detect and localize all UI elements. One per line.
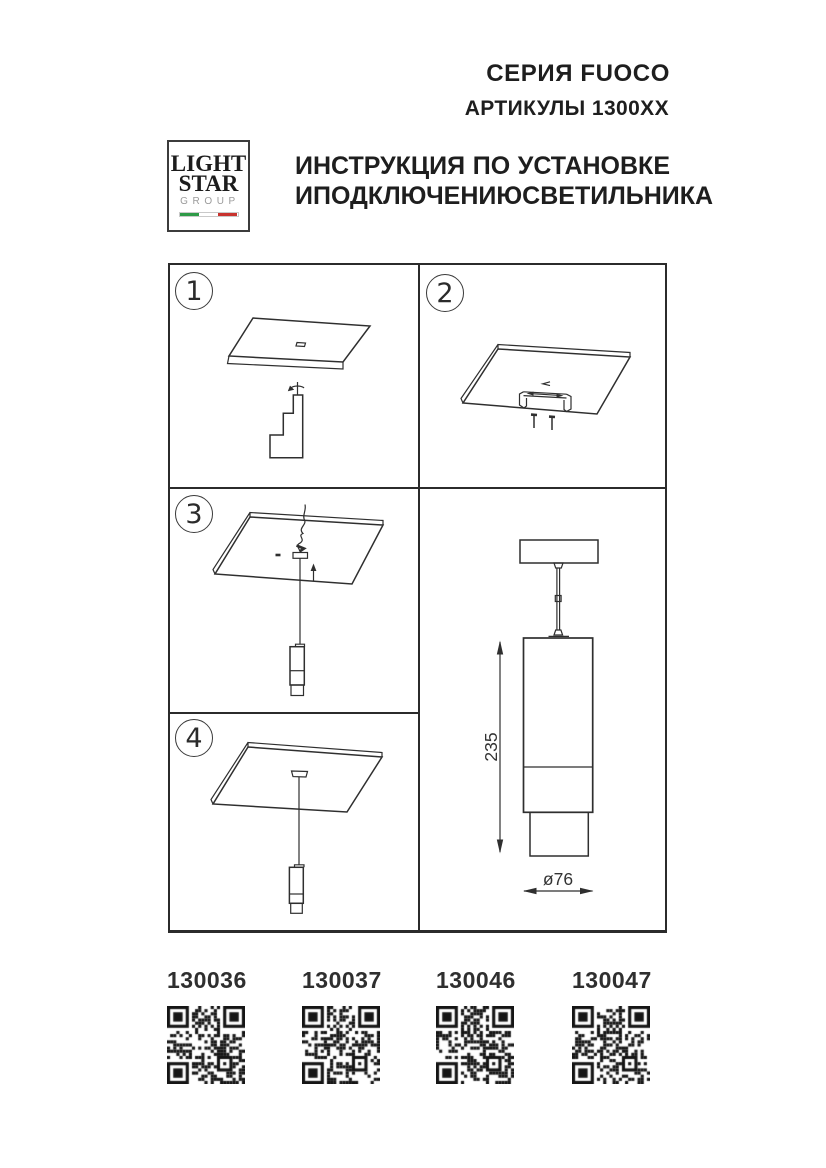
up-arrow xyxy=(311,564,317,582)
diameter-dimension xyxy=(523,869,594,894)
height-label: 235 xyxy=(481,732,501,762)
mounting-slot xyxy=(296,343,306,347)
height-dimension xyxy=(481,641,503,854)
instruction-title-line1: ИНСТРУКЦИЯ ПО УСТАНОВКЕ xyxy=(295,152,670,180)
canopy xyxy=(520,540,598,563)
flag-white-stripe xyxy=(199,213,218,216)
step-1-badge: 1 xyxy=(175,272,213,310)
logo-word-star: STAR xyxy=(178,171,239,196)
dimensions-panel xyxy=(420,489,665,930)
cable-connector xyxy=(276,553,308,559)
suspension-stem xyxy=(549,563,570,636)
stepped-bracket xyxy=(270,382,304,458)
power-wire xyxy=(297,505,306,552)
step-3-badge: 3 xyxy=(175,495,213,533)
diameter-label: ø76 xyxy=(542,869,574,889)
product-column xyxy=(302,969,380,1084)
ceiling-plate xyxy=(461,345,630,415)
instruction-title-line2: И ПОДКЛЮЧЕНИЮ СВЕТИЛЬНИКА xyxy=(295,182,714,210)
qr-code-1 xyxy=(167,1006,245,1084)
qr-code-2 xyxy=(302,1006,380,1084)
pendant-lamp xyxy=(289,865,304,914)
flag-red-stripe xyxy=(218,213,237,216)
canopy xyxy=(292,771,308,777)
screws xyxy=(531,415,555,430)
step-4-badge: 4 xyxy=(175,719,213,757)
step-2-badge: 2 xyxy=(426,274,464,312)
flag-green-stripe xyxy=(180,213,199,216)
steps-grid xyxy=(168,263,667,933)
pendant-lamp-body xyxy=(524,638,593,856)
dimension-drawing xyxy=(420,489,665,930)
mounting-slot xyxy=(543,382,550,386)
product-column xyxy=(436,969,514,1084)
ceiling-plate xyxy=(228,318,371,369)
article-qr-row xyxy=(167,969,667,1094)
logo-word-group: GROUP xyxy=(180,196,240,207)
article-number: 130047 xyxy=(572,967,652,993)
instruction-title xyxy=(295,151,714,211)
article-number: 130037 xyxy=(302,967,382,993)
logo-word-light: LIGHT xyxy=(170,151,247,176)
qr-code-3 xyxy=(436,1006,514,1084)
lightstar-logo xyxy=(167,140,250,232)
pendant-lamp xyxy=(290,644,305,695)
italian-flag-icon xyxy=(179,212,239,217)
qr-code-4 xyxy=(572,1006,650,1084)
article-number: 130046 xyxy=(436,967,516,993)
article-number: 130036 xyxy=(167,967,247,993)
articles-subtitle: АРТИКУЛЫ 1300XX xyxy=(464,97,669,120)
product-column xyxy=(167,969,245,1084)
series-title: СЕРИЯ FUOCO xyxy=(486,60,670,87)
product-column xyxy=(572,969,650,1084)
